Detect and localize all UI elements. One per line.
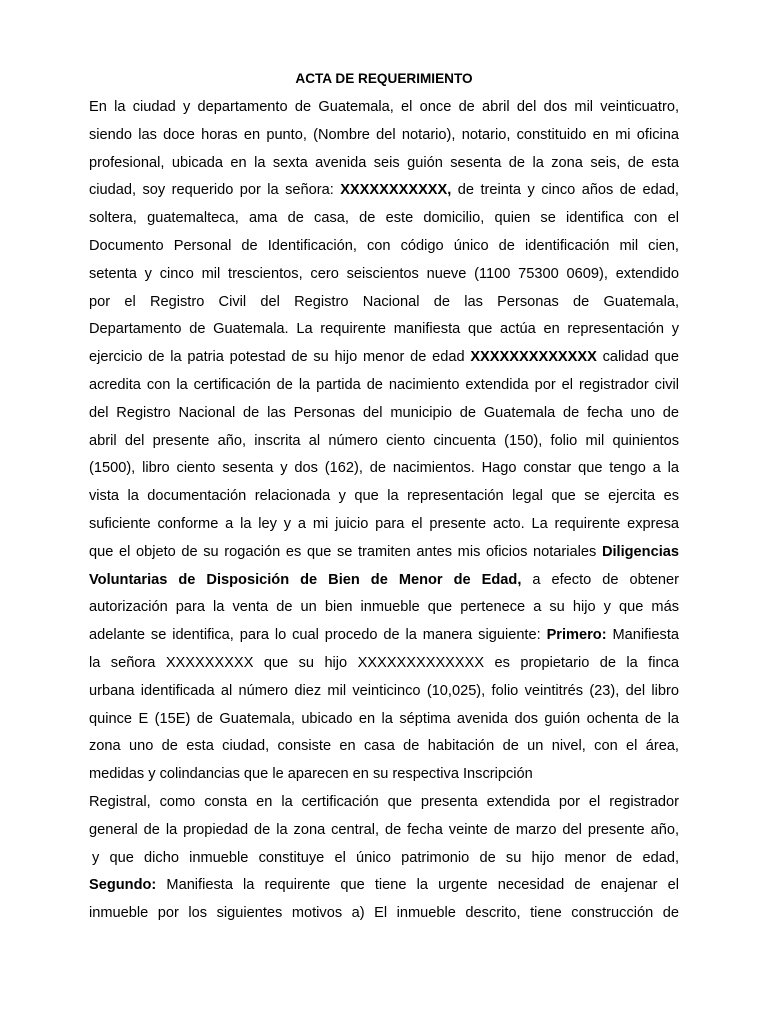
body-line: urbana identificada al número diez mil veinticinco (10,025), folio veintitrés (23), del libro — [89, 683, 679, 699]
body-line: (1500), libro ciento sesenta y dos (162), de nacimientos. Hago constar que tengo a la — [89, 460, 679, 476]
body-line: por el Registro Civil del Registro Nacional de las Personas de Guatemala, — [89, 294, 679, 310]
body-line: acredita con la certificación de la partida de nacimiento extendida por el registrador civil — [89, 377, 679, 393]
body-line: Departamento de Guatemala. La requirente manifiesta que actúa en representación y — [89, 321, 679, 337]
bold-text: Diligencias — [601, 544, 679, 560]
body-line: del Registro Nacional de las Personas del municipio de Guatemala de fecha uno de — [89, 405, 679, 421]
page-title: ACTA DE REQUERIMIENTO — [295, 71, 473, 86]
body-line: zona uno de esta ciudad, consiste en casa de habitación de un nivel, con el área, — [89, 738, 679, 754]
bold-text: Segundo: — [89, 877, 157, 893]
body-line: Documento Personal de Identificación, con código único de identificación mil cien, — [89, 238, 679, 254]
body-line: En la ciudad y departamento de Guatemala, el once de abril del dos mil veinticuatro, — [89, 99, 679, 115]
body-line: que el objeto de su rogación es que se tramiten antes mis oficios notariales Diligencias — [89, 544, 679, 560]
bold-text: XXXXXXXXXXX, — [340, 182, 452, 198]
body-line: medidas y colindancias que le aparecen en su respectiva Inscripción — [89, 766, 533, 782]
body-line: la señora XXXXXXXXX que su hijo XXXXXXXXXXXXX es propietario de la finca — [89, 655, 679, 671]
body-line: ciudad, soy requerido por la señora: XXXXXXXXXXX, de treinta y cinco años de edad, — [89, 182, 679, 198]
bold-text: XXXXXXXXXXXXX — [470, 349, 597, 365]
body-line: ejercicio de la patria potestad de su hijo menor de edad XXXXXXXXXXXXX calidad que — [89, 349, 679, 365]
body-line: soltera, guatemalteca, ama de casa, de este domicilio, quien se identifica con el — [89, 210, 679, 226]
body-line: profesional, ubicada en la sexta avenida seis guión sesenta de la zona seis, de esta — [89, 155, 679, 171]
body-line: Registral, como consta en la certificación que presenta extendida por el registrador — [89, 794, 679, 810]
body-line: inmueble por los siguientes motivos a) El inmueble descrito, tiene construcción de — [89, 905, 679, 921]
body-line: Segundo: Manifiesta la requirente que tiene la urgente necesidad de enajenar el — [89, 877, 679, 893]
body-line: autorización para la venta de un bien inmueble que pertenece a su hijo y que más — [89, 599, 679, 615]
bold-text: Primero: — [546, 627, 607, 643]
body-line: abril del presente año, inscrita al número ciento cincuenta (150), folio mil quinientos — [89, 433, 679, 449]
body-line: adelante se identifica, para lo cual procedo de la manera siguiente: Primero: Manifiesta — [89, 627, 679, 643]
body-line: y que dicho inmueble constituye el único patrimonio de su hijo menor de edad, — [92, 850, 679, 866]
body-line: quince E (15E) de Guatemala, ubicado en la séptima avenida dos guión ochenta de la — [89, 711, 679, 727]
bold-text: Voluntarias de Disposición de Bien de Menor de Edad, — [89, 572, 522, 588]
body-line: Voluntarias de Disposición de Bien de Menor de Edad, a efecto de obtener — [89, 572, 679, 588]
body-line: vista la documentación relacionada y que la representación legal que se ejercita es — [89, 488, 679, 504]
body-line: siendo las doce horas en punto, (Nombre del notario), notario, constituido en mi oficina — [89, 127, 679, 143]
body-line: setenta y cinco mil trescientos, cero seiscientos nueve (1100 75300 0609), extendido — [89, 266, 679, 282]
body-line: general de la propiedad de la zona central, de fecha veinte de marzo del presente año, — [89, 822, 679, 838]
body-line: suficiente conforme a la ley y a mi juicio para el presente acto. La requirente expresa — [89, 516, 679, 532]
